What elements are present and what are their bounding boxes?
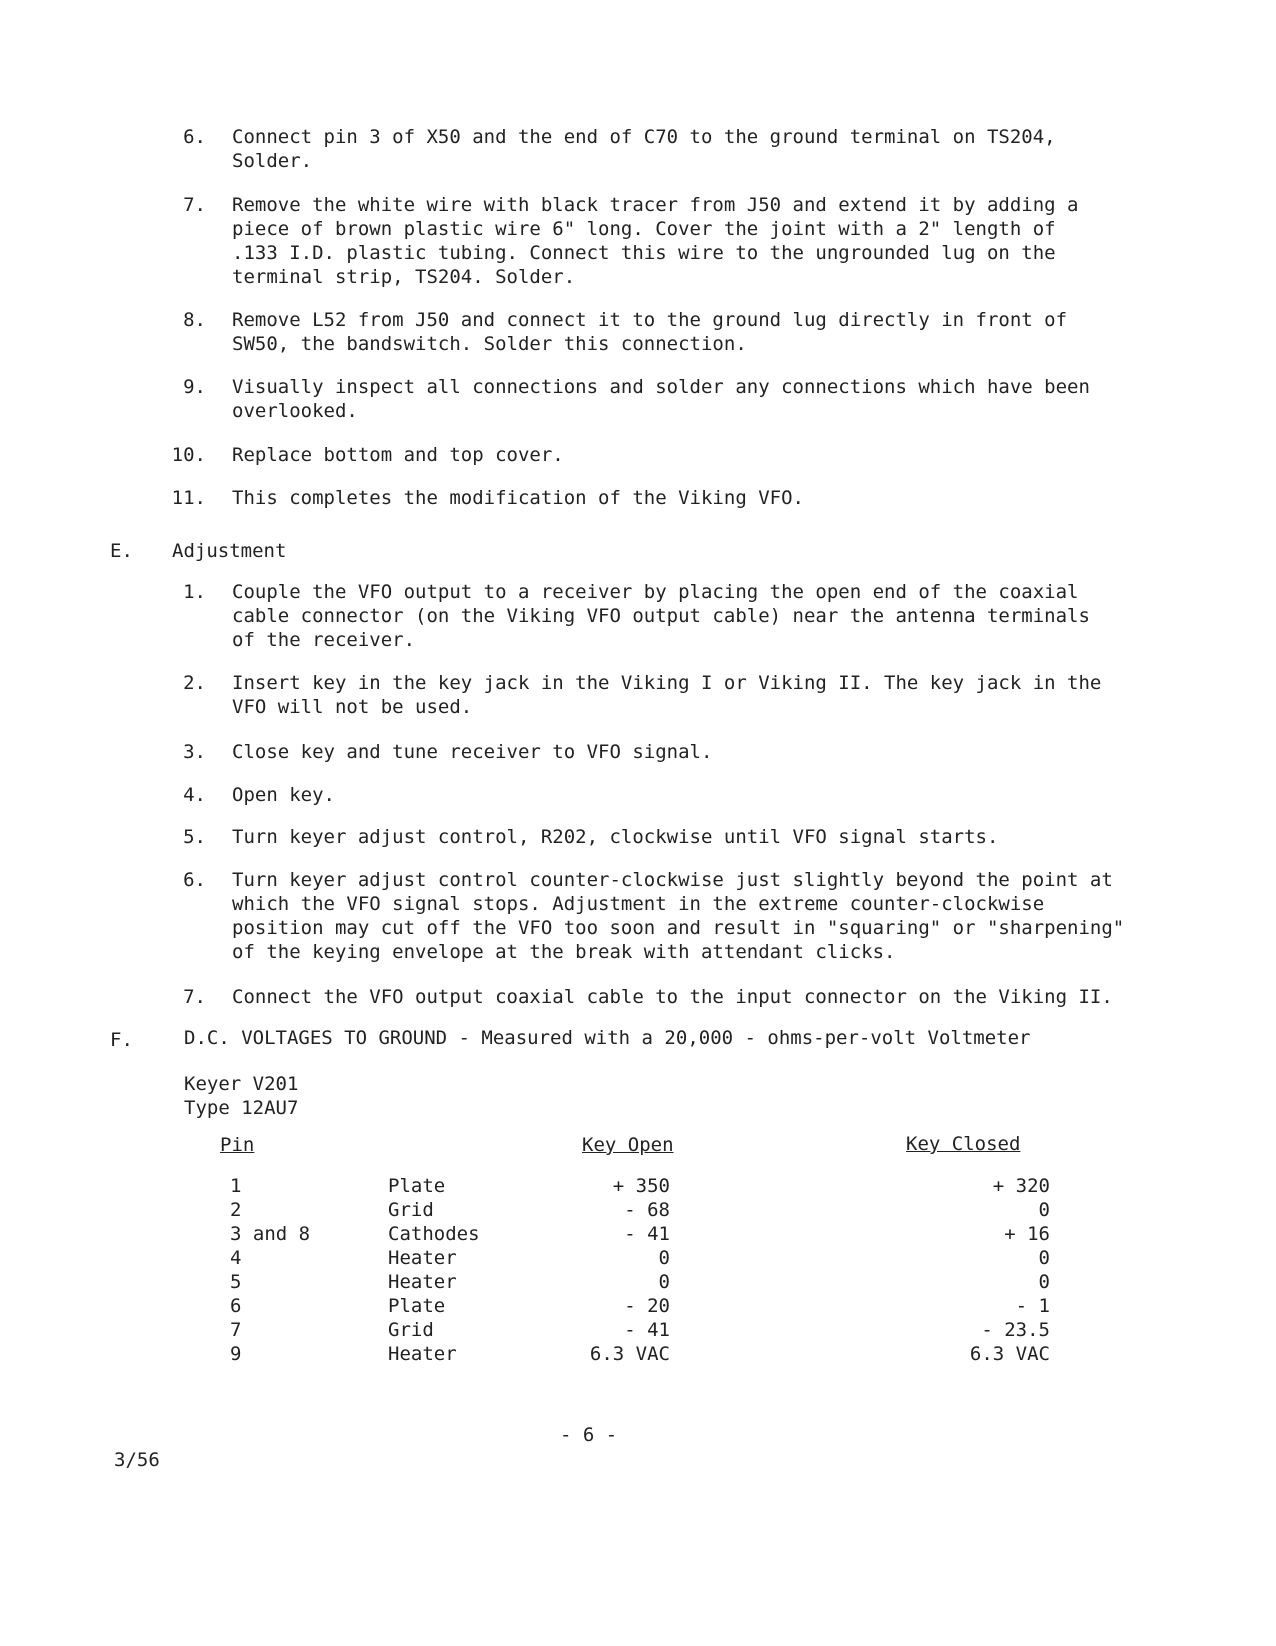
step-number: 3. bbox=[183, 741, 206, 763]
step-text-line: which the VFO signal stops. Adjustment in the extreme counter-clockwise bbox=[232, 893, 1045, 915]
step-text-line: VFO will not be used. bbox=[232, 696, 473, 718]
table-pin: 7 bbox=[230, 1319, 242, 1341]
step-number: 5. bbox=[183, 826, 206, 848]
step-number: 4. bbox=[183, 784, 206, 806]
table-key-closed: + 16 bbox=[1004, 1223, 1050, 1245]
step-text-line: Replace bottom and top cover. bbox=[232, 444, 564, 466]
step-text-line: Couple the VFO output to a receiver by placing the open end of the coaxial bbox=[232, 581, 1079, 603]
table-element: Heater bbox=[388, 1247, 457, 1269]
tube-type: Type 12AU7 bbox=[184, 1097, 299, 1119]
table-key-open: - 20 bbox=[624, 1295, 670, 1317]
page-number: - 6 - bbox=[560, 1424, 618, 1446]
table-pin: 1 bbox=[230, 1175, 242, 1197]
step-text-line: cable connector (on the Viking VFO output cable) near the antenna terminals bbox=[232, 605, 1090, 627]
step-text-line: Remove the white wire with black tracer from J50 and extend it by adding a bbox=[232, 194, 1079, 216]
tube-name: Keyer V201 bbox=[184, 1073, 299, 1095]
step-number: 9. bbox=[183, 376, 206, 398]
table-element: Grid bbox=[388, 1199, 434, 1221]
table-pin: 6 bbox=[230, 1295, 242, 1317]
table-element: Cathodes bbox=[388, 1223, 480, 1245]
step-number: 8. bbox=[183, 309, 206, 331]
step-text-line: .133 I.D. plastic tubing. Connect this wire to the ungrounded lug on the bbox=[232, 242, 1056, 264]
step-text-line: Close key and tune receiver to VFO signal. bbox=[232, 741, 713, 763]
table-key-open: - 41 bbox=[624, 1319, 670, 1341]
table-element: Heater bbox=[388, 1343, 457, 1365]
header-key-open: Key Open bbox=[582, 1134, 674, 1156]
step-text-line: Solder. bbox=[232, 150, 313, 172]
step-text-line: This completes the modification of the Viking VFO. bbox=[232, 487, 804, 509]
step-number: 11. bbox=[171, 487, 206, 509]
table-pin: 4 bbox=[230, 1247, 242, 1269]
step-number: 2. bbox=[183, 672, 206, 694]
step-number: 7. bbox=[183, 986, 206, 1008]
step-number: 6. bbox=[183, 126, 206, 148]
table-element: Grid bbox=[388, 1319, 434, 1341]
step-text-line: Connect the VFO output coaxial cable to the input connector on the Viking II. bbox=[232, 986, 1113, 1008]
step-number: 1. bbox=[183, 581, 206, 603]
step-text-line: Turn keyer adjust control counter-clockwise just slightly beyond the point at bbox=[232, 869, 1113, 891]
step-text-line: Connect pin 3 of X50 and the end of C70 to the ground terminal on TS204, bbox=[232, 126, 1056, 148]
header-pin: Pin bbox=[220, 1134, 255, 1156]
table-key-closed: 0 bbox=[1038, 1199, 1050, 1221]
table-key-closed: - 23.5 bbox=[981, 1319, 1050, 1341]
step-text-line: terminal strip, TS204. Solder. bbox=[232, 266, 576, 288]
step-text-line: Open key. bbox=[232, 784, 335, 806]
step-text-line: SW50, the bandswitch. Solder this connection. bbox=[232, 333, 747, 355]
step-number: 7. bbox=[183, 194, 206, 216]
table-pin: 9 bbox=[230, 1343, 242, 1365]
step-text-line: position may cut off the VFO too soon and result in "squaring" or "sharpening" bbox=[232, 917, 1125, 939]
header-key-closed: Key Closed bbox=[906, 1133, 1021, 1155]
step-text-line: Turn keyer adjust control, R202, clockwise until VFO signal starts. bbox=[232, 826, 999, 848]
table-key-open: 0 bbox=[658, 1271, 670, 1293]
table-key-closed: 0 bbox=[1038, 1247, 1050, 1269]
step-text-line: Insert key in the key jack in the Viking I or Viking II. The key jack in the bbox=[232, 672, 1102, 694]
step-text-line: overlooked. bbox=[232, 400, 358, 422]
step-text-line: Visually inspect all connections and solder any connections which have been bbox=[232, 376, 1090, 398]
table-pin: 3 and 8 bbox=[230, 1223, 311, 1245]
table-pin: 2 bbox=[230, 1199, 242, 1221]
table-key-open: 0 bbox=[658, 1247, 670, 1269]
section-title: Adjustment bbox=[172, 540, 287, 562]
table-element: Heater bbox=[388, 1271, 457, 1293]
table-key-closed: + 320 bbox=[992, 1175, 1050, 1197]
step-number: 10. bbox=[171, 444, 206, 466]
section-title: D.C. VOLTAGES TO GROUND - Measured with a 20,000 - ohms-per-volt Voltmeter bbox=[184, 1027, 1031, 1049]
section-letter: E. bbox=[110, 540, 133, 562]
step-text-line: of the keying envelope at the break with attendant clicks. bbox=[232, 941, 896, 963]
table-key-open: 6.3 VAC bbox=[589, 1343, 670, 1365]
step-text-line: Remove L52 from J50 and connect it to the ground lug directly in front of bbox=[232, 309, 1068, 331]
table-key-open: + 350 bbox=[612, 1175, 670, 1197]
section-letter: F. bbox=[110, 1029, 133, 1051]
table-key-closed: 0 bbox=[1038, 1271, 1050, 1293]
table-pin: 5 bbox=[230, 1271, 242, 1293]
table-key-open: - 68 bbox=[624, 1199, 670, 1221]
table-key-closed: - 1 bbox=[1015, 1295, 1050, 1317]
step-text-line: of the receiver. bbox=[232, 629, 416, 651]
revision-date: 3/56 bbox=[114, 1449, 160, 1471]
table-element: Plate bbox=[388, 1175, 446, 1197]
step-number: 6. bbox=[183, 869, 206, 891]
step-text-line: piece of brown plastic wire 6" long. Cover the joint with a 2" length of bbox=[232, 218, 1056, 240]
table-element: Plate bbox=[388, 1295, 446, 1317]
table-key-closed: 6.3 VAC bbox=[969, 1343, 1050, 1365]
table-key-open: - 41 bbox=[624, 1223, 670, 1245]
